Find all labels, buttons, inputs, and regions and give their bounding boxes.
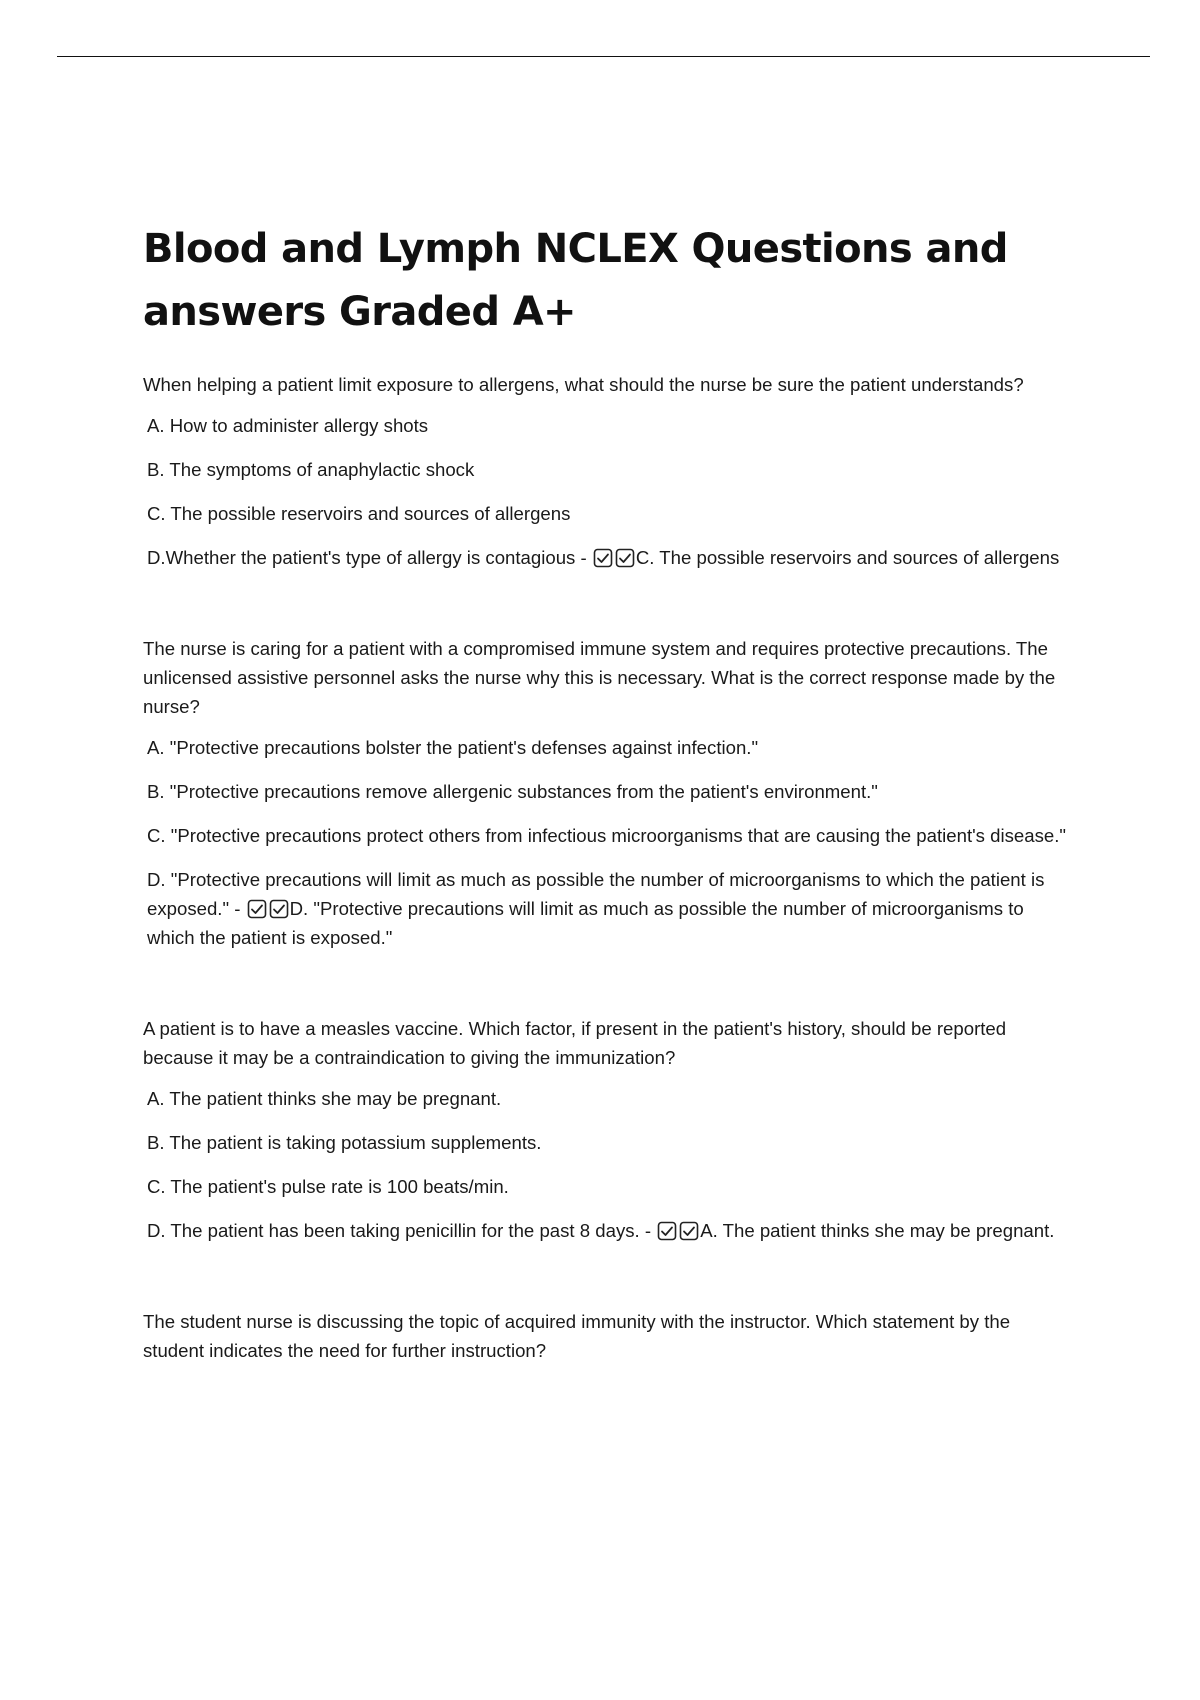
answer-option-b: B. The patient is taking potassium supplements.	[147, 1132, 542, 1153]
answer-option-c: C. "Protective precautions protect others from infectious microorganisms that are causing the patient's disease."	[147, 825, 1066, 846]
question-text: A patient is to have a measles vaccine. Which factor, if present in the patient's history, should be reported because it may be a contraindication to giving the immunization?	[143, 1018, 1007, 1068]
answer-option-d	[143, 543, 1073, 572]
question-block-1	[143, 370, 1073, 572]
title-line-2: answers Graded A+	[143, 289, 576, 335]
question-text: When helping a patient limit exposure to allergens, what should the nurse be sure the patient understands?	[143, 374, 1024, 395]
answer-option-d-text: D. "Protective precautions will limit as much as possible the number of microorganisms to which the patient is exposed." -	[147, 869, 1045, 919]
check-box-icon	[615, 548, 635, 568]
check-box-icon	[593, 548, 613, 568]
answer-option-b: B. The symptoms of anaphylactic shock	[147, 459, 475, 480]
answer-option-c: C. The patient's pulse rate is 100 beats/min.	[147, 1176, 509, 1197]
answer-option-d-text: D.Whether the patient's type of allergy is contagious -	[147, 547, 587, 568]
correct-answer-text: C. The possible reservoirs and sources of allergens	[635, 547, 1060, 568]
correct-answer-text: D. "Protective precautions will limit as much as possible the number of microorganisms to which the patient is exposed."	[147, 898, 1024, 948]
answer-option-a: A. How to administer allergy shots	[147, 415, 429, 436]
correct-answer-text: A. The patient thinks she may be pregnant.	[700, 1220, 1055, 1241]
question-block-2	[143, 634, 1073, 952]
answer-option-c: C. The possible reservoirs and sources of allergens	[147, 503, 571, 524]
check-box-icon	[679, 1221, 699, 1241]
document-title	[143, 218, 1073, 344]
check-box-icon	[657, 1221, 677, 1241]
answer-option-b: B. "Protective precautions remove allergenic substances from the patient's environment."	[147, 781, 878, 802]
top-rule	[57, 56, 1150, 57]
check-box-icon	[269, 899, 289, 919]
answer-option-d	[143, 1216, 1073, 1245]
answer-option-d-text: D. The patient has been taking penicillin for the past 8 days. -	[147, 1220, 652, 1241]
question-block-4	[143, 1307, 1073, 1365]
question-block-3	[143, 1014, 1073, 1245]
question-text: The student nurse is discussing the topic of acquired immunity with the instructor. Which statement by the student indicates the need for further instruction?	[143, 1311, 1011, 1361]
title-line-1: Blood and Lymph NCLEX Questions and	[143, 226, 1008, 272]
question-text: The nurse is caring for a patient with a compromised immune system and requires protective precautions. The unlicensed assistive personnel asks the nurse why this is necessary. What is the correct response made by the nurse?	[143, 638, 1056, 717]
document-page	[143, 218, 1073, 1427]
check-box-icon	[247, 899, 267, 919]
answer-option-a: A. "Protective precautions bolster the patient's defenses against infection."	[147, 737, 759, 758]
answer-option-a: A. The patient thinks she may be pregnant.	[147, 1088, 502, 1109]
answer-option-d	[143, 865, 1073, 952]
